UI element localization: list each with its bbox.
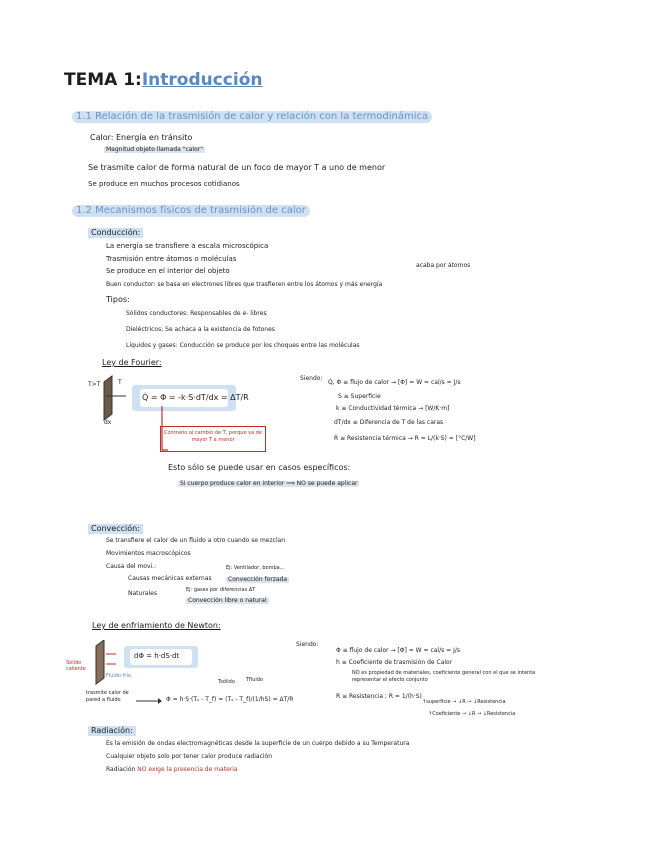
conduccion-l4-note: acaba por átomos — [416, 262, 471, 269]
tipo-2: Dieléctricos: Se achaca a la existencia de fotones — [126, 326, 275, 333]
newton-wall-diagram — [86, 640, 126, 686]
conduccion-l3: Se produce en el interior del objeto — [106, 267, 230, 275]
newton-solid-label: Sólido caliente — [66, 660, 86, 672]
wall-hot-label: T>T — [88, 381, 101, 388]
conveccion-l1: Se transfiere el calor de un fluido a otro cuando se mezclan — [106, 537, 286, 544]
conduccion-l1: La energía se transfiere a escala microscópica — [106, 242, 269, 250]
tipo-3: Líquidos y gases: Conducción se produce por los choques entre las moléculas — [126, 342, 360, 349]
wall-dx-label: dx — [104, 419, 112, 426]
section-1-2-heading: 1.2 Mecanismos físicos de trasmisión de calor — [72, 205, 310, 217]
conduccion-l4: Buen conductor: se basa en electrones libres que trasfieren entre los átomos y más energía — [106, 281, 383, 288]
newton-title: Ley de enfriamiento de Newton: — [92, 621, 221, 630]
newton-siendo: Siendo: — [296, 641, 319, 648]
conveccion-naturales: Naturales — [128, 590, 157, 597]
newton-formula2: Φ = h·S·(Tₛ - T_f) = (Tₛ - T_f)/(1/hS) = ΔT/R — [166, 696, 294, 703]
newton-s3a: ↑superficie → ↓R → ↓Resistencia — [422, 699, 506, 705]
title-prefix: TEMA 1: — [64, 70, 142, 90]
conduccion-tipos: Tipos: — [106, 295, 130, 304]
conduccion-title: Conducción: — [88, 228, 143, 238]
newton-s2: h ≡ Coeficiente de trasmisión de Calor — [336, 659, 453, 666]
newton-tfluido: Tfluido — [246, 677, 263, 683]
page-title — [64, 72, 262, 89]
conveccion-forzadas-res: Convección forzada — [228, 576, 288, 583]
radiacion-l3 — [106, 767, 238, 773]
bullet-cotidianos: Se produce en muchos procesos cotidianos — [88, 180, 240, 188]
conveccion-naturales-res: Convección libre o natural — [188, 597, 267, 604]
newton-fluid-label: Fluido frío — [106, 673, 131, 679]
fourier-esto: Esto sólo se puede usar en casos específicos: — [168, 463, 351, 472]
newton-wall-label: trasmite calor de pared a fluido — [86, 690, 129, 703]
newton-s2-sub: NO es propiedad de materiales, coeficiente general con el que se intenta representar el efecto conjunto — [352, 670, 536, 683]
conveccion-naturales-ej: Ej: gases por diferencias ΔT — [186, 587, 256, 593]
fourier-s5: R ≡ Resistencia térmica → R = L/(k·S) = [°C/W] — [334, 435, 476, 442]
radiacion-l2: Cualquier objeto solo por tener calor produce radiación — [106, 753, 273, 760]
newton-formula: dΦ = h·dS·dt — [134, 652, 180, 660]
bullet-trasmite: Se trasmite calor de forma natural de un foco de mayor T a uno de menor — [88, 163, 386, 172]
fourier-esto-sub: Si cuerpo produce calor en interior ⟹ NO se puede aplicar — [180, 480, 358, 487]
fourier-s4: dT/dx ≡ Diferencia de T de las caras — [334, 419, 444, 426]
calor-sub: Magnitud objeto llamada "calor" — [106, 146, 203, 153]
radiacion-title: Radiación: — [88, 726, 136, 736]
fourier-s1: Q̇, Φ ≡ flujo de calor → [Φ] = W = cal/s = J/s — [328, 379, 461, 386]
tipo-1: Sólidos conductores: Responsables de e- libres — [126, 310, 267, 317]
section-1-1-heading: 1.1 Relación de la trasmisión de calor y relación con la termodinámica — [72, 111, 432, 123]
newton-arrow — [136, 697, 162, 705]
fourier-title: Ley de Fourier: — [102, 358, 162, 367]
newton-tsolido: Tsólido — [218, 679, 235, 685]
conveccion-l3: Causa del movi.: — [106, 563, 157, 570]
wall-cold-label: T — [118, 379, 122, 386]
conveccion-forzadas-ej: Ej: Ventilador, bomba... — [226, 565, 285, 571]
fourier-s2: S ≡ Superficie — [338, 393, 381, 400]
conduccion-l2: Trasmisión entre átomos o moléculas — [106, 255, 237, 263]
conveccion-forzadas: Causas mecánicas externas — [128, 575, 212, 582]
radiacion-l3-a: Radiación — [106, 766, 138, 773]
newton-s1: Φ ≡ flujo de calor → [Φ] = W = cal/s = J/s — [336, 647, 460, 654]
conveccion-l2: Movimientos macroscópicos — [106, 550, 191, 557]
fourier-note: Contrario al cambio de T, porque va de mayor T a menor — [164, 430, 262, 443]
title-name: Introducción — [141, 70, 263, 90]
radiacion-l3-b: NO exige la presencia de materia — [137, 766, 238, 773]
fourier-formula: Q̇ = Φ = -k·S·dT/dx = ΔT/R — [142, 393, 249, 402]
newton-s3: R ≡ Resistencia ; R = 1/(h·S) — [336, 693, 422, 700]
fourier-siendo: Siendo: — [300, 375, 323, 382]
radiacion-l1: Es la emisión de ondas electromagnéticas desde la superficie de un cuerpo debido a su Temperatura — [106, 740, 410, 747]
conveccion-title: Convección: — [88, 524, 143, 534]
fourier-s3: k ≡ Conductividad térmica → [W/K·m] — [336, 405, 450, 412]
calor-definition: Calor: Energía en tránsito — [90, 133, 193, 142]
newton-s3b: ↑Coeficiente → ↓R → ↓Resistencia — [428, 711, 516, 717]
